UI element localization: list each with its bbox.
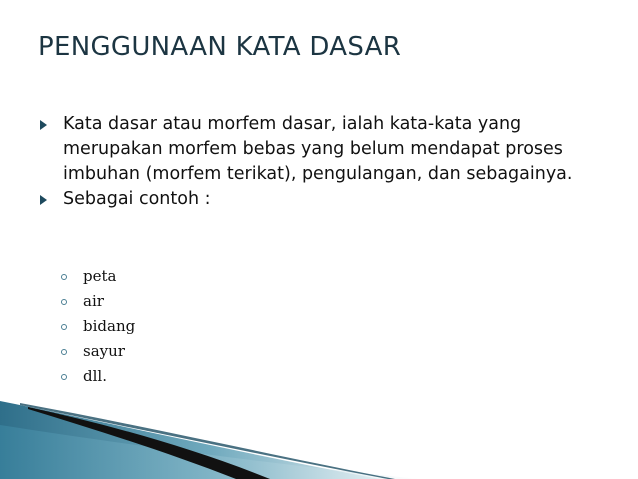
- triangle-bullet-icon: [40, 195, 47, 205]
- slide-title: PENGGUNAAN KATA DASAR: [38, 32, 402, 62]
- example-item: [63, 364, 135, 389]
- example-text: air: [83, 292, 104, 310]
- example-text: sayur: [83, 342, 125, 360]
- circle-bullet-icon: [61, 349, 67, 355]
- bullet-item: [40, 112, 580, 187]
- circle-bullet-icon: [61, 374, 67, 380]
- circle-bullet-icon: [61, 274, 67, 280]
- example-text: bidang: [83, 317, 136, 335]
- example-text: peta: [83, 267, 117, 285]
- bullet-text: Sebagai contoh :: [63, 189, 211, 209]
- example-list: [63, 264, 135, 389]
- example-item: [63, 264, 135, 289]
- bullet-item: [40, 187, 580, 212]
- example-item: [63, 314, 135, 339]
- circle-bullet-icon: [61, 324, 67, 330]
- bullet-text: Kata dasar atau morfem dasar, ialah kata-kata yang merupakan morfem bebas yang belum mendapat proses imbuhan (morfem terikat), pengulangan, dan sebagainya.: [63, 114, 573, 184]
- example-item: [63, 289, 135, 314]
- decorative-swoosh: [0, 395, 638, 479]
- triangle-bullet-icon: [40, 120, 47, 130]
- example-text: dll.: [83, 367, 107, 385]
- example-item: [63, 339, 135, 364]
- circle-bullet-icon: [61, 299, 67, 305]
- bullet-list: [40, 112, 580, 212]
